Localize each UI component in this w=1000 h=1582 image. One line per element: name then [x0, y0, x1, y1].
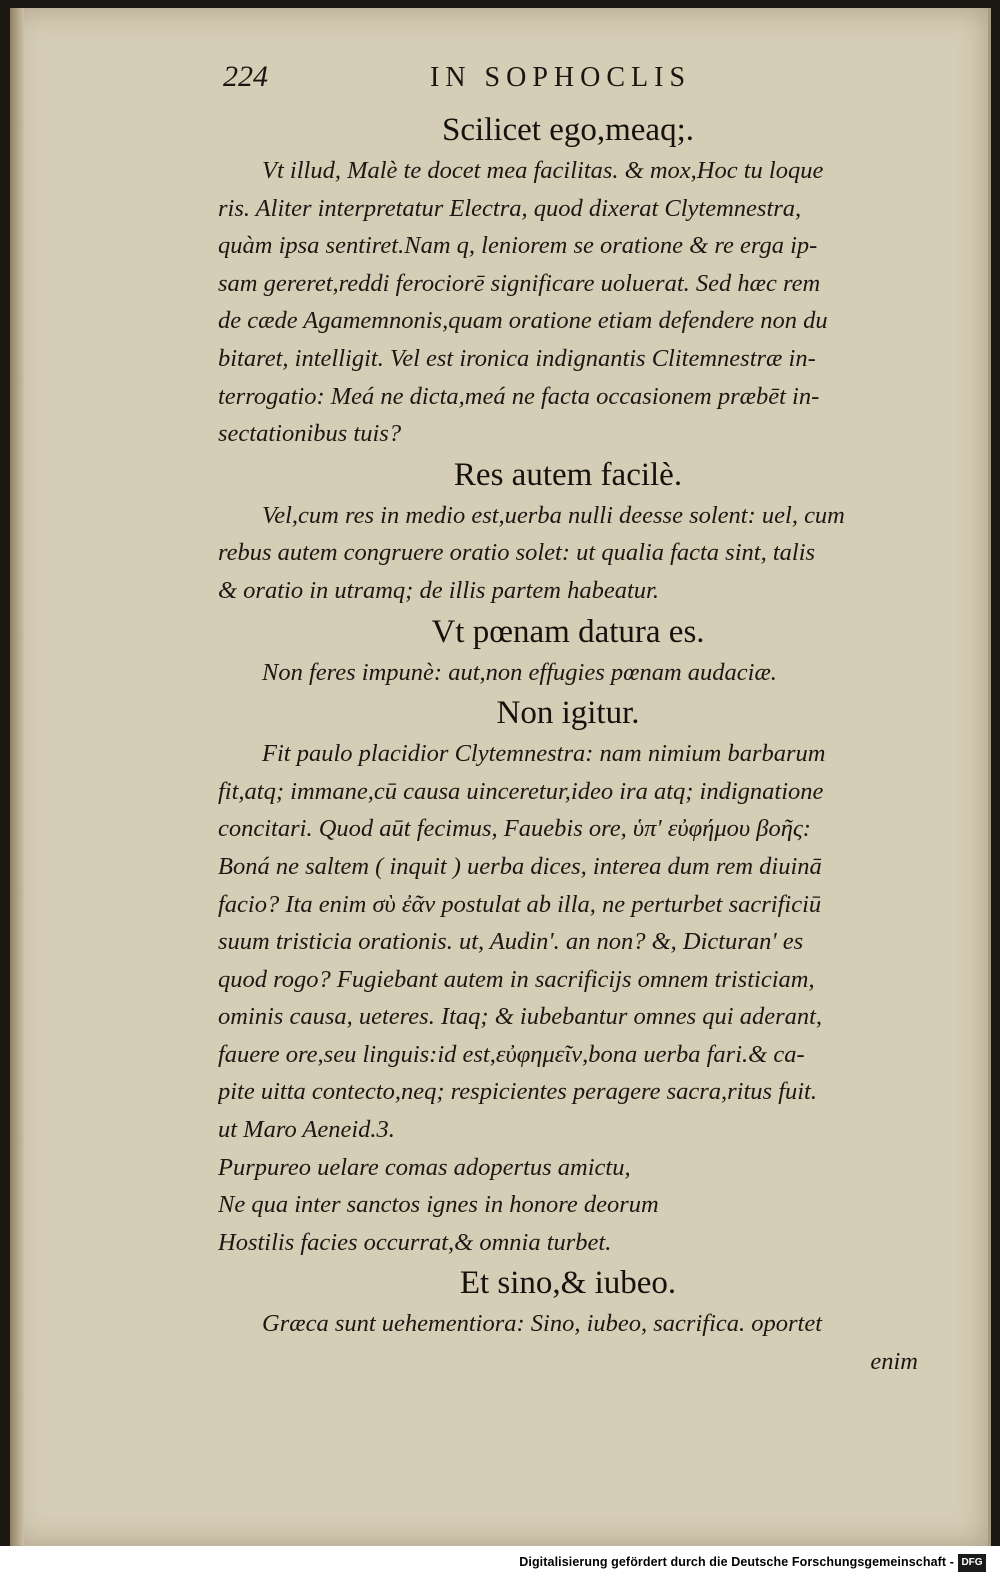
text-line: quàm ipsa sentiret.Nam q, leniorem se oratione & re erga ip- — [218, 232, 818, 260]
text-line: Vel,cum res in medio est,uerba nulli deesse solent: uel, cum — [262, 501, 845, 529]
text-line: fit,atq; immane,cū causa uinceretur,ideo ira atq; indignatione — [218, 777, 824, 805]
text-line: Purpureo uelare comas adopertus amictu, — [218, 1153, 631, 1181]
text-line: & oratio in utramq; de illis partem habeatur. — [218, 576, 659, 604]
text-line: facio? Ita enim σὺ ἐᾶν postulat ab illa, ne perturbet sacrificiū — [218, 890, 822, 918]
lemma-heading: Non igitur. — [496, 695, 640, 732]
text-line: ominis causa, ueteres. Itaq; & iubebantur omnes qui aderant, — [218, 1003, 823, 1031]
text-line: terrogatio: Meá ne dicta,meá ne facta occasionem præbēt in- — [218, 382, 820, 410]
text-line: Vt illud, Malè te docet mea facilitas. & mox,Hoc tu loque — [262, 157, 824, 184]
text-line: fauere ore,seu linguis:id est,εὐφημεῖν,bona uerba fari.& ca- — [218, 1040, 805, 1068]
text-line: ut Maro Aeneid.3. — [218, 1116, 395, 1144]
text-line: Boná ne saltem ( inquit ) uerba dices, interea dum rem diuinā — [218, 852, 822, 880]
text-line: ris. Aliter interpretatur Electra, quod dixerat Clytemnestra, — [218, 194, 802, 222]
text-line: sam gereret,reddi ferociorē significare uoluerat. Sed hæc rem — [218, 269, 821, 297]
text-line: concitari. Quod aūt fecimus, Fauebis ore, ὑπ' εὐφήμου βοῆς: — [218, 815, 811, 843]
text-line: Non feres impunè: aut,non effugies pœnam audaciæ. — [262, 658, 777, 686]
dfg-logo: DFG — [958, 1554, 986, 1572]
lemma-heading: Scilicet ego,meaq;. — [442, 112, 694, 148]
footer-credit: Digitalisierung gefördert durch die Deutsche Forschungsgemeinschaft - — [519, 1555, 954, 1569]
page-number: 224 — [223, 60, 268, 93]
text-line: sectationibus tuis? — [218, 420, 402, 448]
text-line: Græca sunt uehementiora: Sino, iubeo, sacrifica. oportet — [262, 1310, 823, 1338]
text-line: pite uitta contecto,neq; respicientes peragere sacra,ritus fuit. — [218, 1078, 817, 1106]
text-line: de cæde Agamemnonis,quam oratione etiam defendere non du — [218, 307, 828, 335]
page-gutter — [10, 8, 24, 1546]
text-line: quod rogo? Fugiebant autem in sacrificijs omnem tristiciam, — [218, 965, 815, 993]
text-line: suum tristicia orationis. ut, Audin'. an non? &, Dicturan' es — [218, 928, 804, 956]
lemma-heading: Et sino,& iubeo. — [459, 1265, 677, 1302]
running-title: IN SOPHOCLIS — [430, 62, 692, 93]
catchword: enim — [870, 1348, 918, 1376]
lemma-heading: Vt pœnam datura es. — [431, 613, 705, 650]
footer-bar — [0, 1546, 1000, 1582]
page-text — [218, 108, 918, 1381]
text-line: Ne qua inter sanctos ignes in honore deorum — [218, 1191, 659, 1219]
page-header — [0, 60, 1000, 100]
text-line: bitaret, intelligit. Vel est ironica indignantis Clitemnestræ in- — [218, 344, 816, 372]
lemma-heading: Res autem facilè. — [453, 456, 683, 493]
text-line: Fit paulo placidior Clytemnestra: nam nimium barbarum — [262, 740, 826, 768]
text-line: Hostilis facies occurrat,& omnia turbet. — [218, 1228, 612, 1256]
text-line: rebus autem congruere oratio solet: ut qualia facta sint, talis — [218, 539, 816, 567]
